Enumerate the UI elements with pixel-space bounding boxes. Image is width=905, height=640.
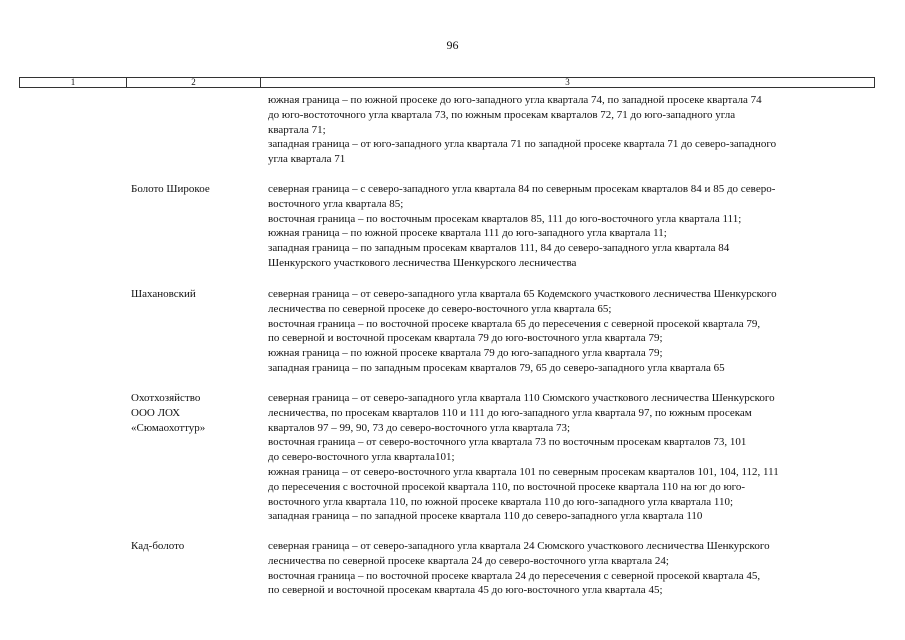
area-boundary-description: южная граница – по южной просеке до юго-западного угла квартала 74, по западной просеке квартала 74 до юго-востоточного угла квартала 73, по южным просекам кварталов 72, 71 до юго-западного угла квартала 71; западная граница – от юго-западного угла квартала 71 по западной просеке квартала 71 до северо-западного угла квартала 71 bbox=[268, 94, 777, 166]
area-boundary-description: северная граница – от северо-западного угла квартала 65 Кодемского участкового лесничества Шенкурского лесничества по северной просеке до северо-восточного угла квартала 65; восточная граница – по восточной просеке квартала 65 до пересечения с северной просекой квартала 79, по северной и восточной просекам квартала 79 до юго-восточного угла квартала 79; южная граница – по южной просеке квартала 79 до юго-западного угла квартала 79; западная граница – по западным просекам кварталов 79, 65 до северо-западного угла квартала 65 bbox=[268, 288, 777, 374]
page-number: 96 bbox=[446, 38, 459, 52]
table-header-col-3: 3 bbox=[565, 77, 570, 87]
table-row bbox=[0, 93, 905, 182]
area-boundary-description: северная граница – с северо-западного угла квартала 84 по северным просекам кварталов 84 и 85 до северо- восточного угла квартала 85; восточная граница – по восточным просекам кварталов 85, 111 до юго-восточного угла квартала 111; южная граница – по южной просеке квартала 111 до юго-западного угла квартала 11; западная граница – по западным просекам кварталов 111, 84 до северо-западного угла квартала 84 Шенкурского участкового лесничества Шенкурского лесничества bbox=[268, 183, 776, 269]
table-row bbox=[0, 539, 905, 599]
table-row bbox=[0, 182, 905, 287]
table-header-col-2: 2 bbox=[127, 78, 261, 87]
area-boundary-description: северная граница – от северо-западного угла квартала 110 Сюмского участкового лесничества Шенкурского лесничества, по просекам кварталов 110 и 111 до юго-западного угла квартала 97, по южным просекам кварталов 97 – 99, 90, 73 до северо-восточного угла квартала 73; восточная граница – от северо-восточного угла квартала 73 по восточным просекам кварталов 73, 101 до северо-восточного угла квартала101; южная граница – от северо-восточного угла квартала 101 по северным просекам кварталов 101, 104, 112, 111 до пересечения с восточной просекой квартала 110, по восточной просеке квартала 110 на юг до юго- восточного угла квартала 110, по южной просеке квартала 110 до юго-западного угла квартала 110; западная граница – по западной просеке квартала 110 до северо-западного угла квартала 110 bbox=[268, 392, 779, 523]
table-header-col-1: 1 bbox=[20, 78, 127, 87]
area-name: Охотхозяйство ООО ЛОХ «Сюмаохоттур» bbox=[131, 392, 206, 434]
table-row bbox=[0, 287, 905, 391]
area-name: Кад-болото bbox=[131, 540, 185, 552]
area-boundary-description: северная граница – от северо-западного угла квартала 24 Сюмского участкового лесничества Шенкурского лесничества по северной просеке квартала 24 до северо-восточного угла квартала 24; восточная граница – по восточной просеке квартала 24 до пересечения с северной просекой квартала 45, по северной и восточной просекам квартала 45 до юго-восточного угла квартала 45; bbox=[268, 540, 770, 597]
area-name: Болото Широкое bbox=[131, 183, 210, 195]
table-header-row bbox=[19, 77, 875, 88]
table-row bbox=[0, 391, 905, 539]
table-body bbox=[0, 93, 905, 599]
area-name: Шахановский bbox=[131, 288, 196, 300]
